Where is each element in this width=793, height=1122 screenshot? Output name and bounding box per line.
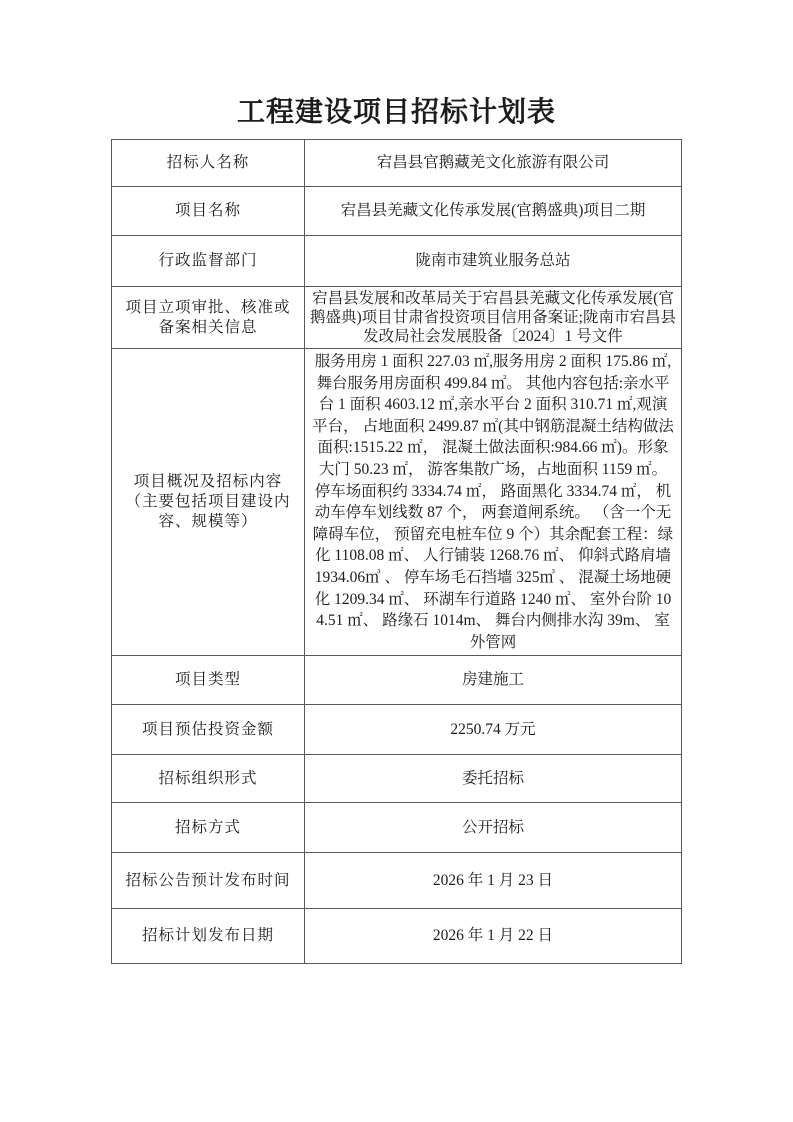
row-label: 项目预估投资金额	[112, 705, 305, 755]
row-value: 2026 年 1 月 22 日	[305, 909, 682, 964]
table-row-plan-publish-date	[112, 909, 682, 964]
row-value: 2250.74 万元	[305, 705, 682, 755]
table-row-project-overview	[112, 349, 682, 656]
table-row-bidding-method	[112, 803, 682, 853]
table-row-project-name	[112, 187, 682, 236]
row-value: 公开招标	[305, 803, 682, 853]
table-row-estimated-investment	[112, 705, 682, 755]
row-label: 项目立项审批、核准或备案相关信息	[112, 287, 305, 349]
table-row-approval-info	[112, 287, 682, 349]
row-label: 招标计划发布日期	[112, 909, 305, 964]
row-value: 陇南市建筑业服务总站	[305, 236, 682, 287]
row-label: 项目概况及招标内容（主要包括项目建设内容、规模等）	[112, 349, 305, 656]
row-label: 招标组织形式	[112, 755, 305, 803]
row-value: 服务用房 1 面积 227.03 ㎡,服务用房 2 面积 175.86 ㎡,舞台服务用房面积 499.84 ㎡。 其他内容包括:亲水平台 1 面积 4603.12 ㎡,亲水平台 2 面积 310.71 ㎡,观演平台， 占地面积 2499.87 ㎡(其中钢筋混凝土结构做法面积:1515.22 ㎡， 混凝土做法面积:984.66 ㎡)。形象大门 50.23 ㎡， 游客集散广场，占地面积 1159 ㎡。停车场面积约 3334.74 ㎡， 路面黑化 3334.74 ㎡， 机动车停车划线数 87 个， 两套道闸系统。 （含一个无障碍车位， 预留充电桩车位 9 个）其余配套工程：绿化 1108.08 ㎡、 人行铺装 1268.76 ㎡、 仰斜式路肩墙 1934.06㎥ 、 停车场毛石挡墙 325㎥ 、 混凝土场地硬化 1209.34 ㎡、 环湖车行道路 1240 ㎡、 室外台阶 104.51 ㎡、 路缘石 1014m、 舞台内侧排水沟 39m、 室外管网	[305, 349, 682, 656]
table-row-tenderer-name	[112, 140, 682, 187]
bidding-plan-table	[111, 139, 682, 964]
row-value: 委托招标	[305, 755, 682, 803]
row-value: 宕昌县羌藏文化传承发展(官鹅盛典)项目二期	[305, 187, 682, 236]
table-row-supervision-department	[112, 236, 682, 287]
row-label: 行政监督部门	[112, 236, 305, 287]
row-value: 宕昌县发展和改革局关于宕昌县羌藏文化传承发展(官鹅盛典)项目甘肃省投资项目信用备案证;陇南市宕昌县发改局社会发展股备〔2024〕1 号文件	[305, 287, 682, 349]
table-row-announcement-date	[112, 853, 682, 909]
row-value: 房建施工	[305, 656, 682, 705]
row-label: 项目类型	[112, 656, 305, 705]
row-label: 招标方式	[112, 803, 305, 853]
row-label: 项目名称	[112, 187, 305, 236]
row-label: 招标人名称	[112, 140, 305, 187]
row-value: 宕昌县官鹅藏羌文化旅游有限公司	[305, 140, 682, 187]
table-row-project-type	[112, 656, 682, 705]
row-label: 招标公告预计发布时间	[112, 853, 305, 909]
row-value: 2026 年 1 月 23 日	[305, 853, 682, 909]
page-title: 工程建设项目招标计划表	[236, 97, 556, 128]
table-row-organization-form	[112, 755, 682, 803]
